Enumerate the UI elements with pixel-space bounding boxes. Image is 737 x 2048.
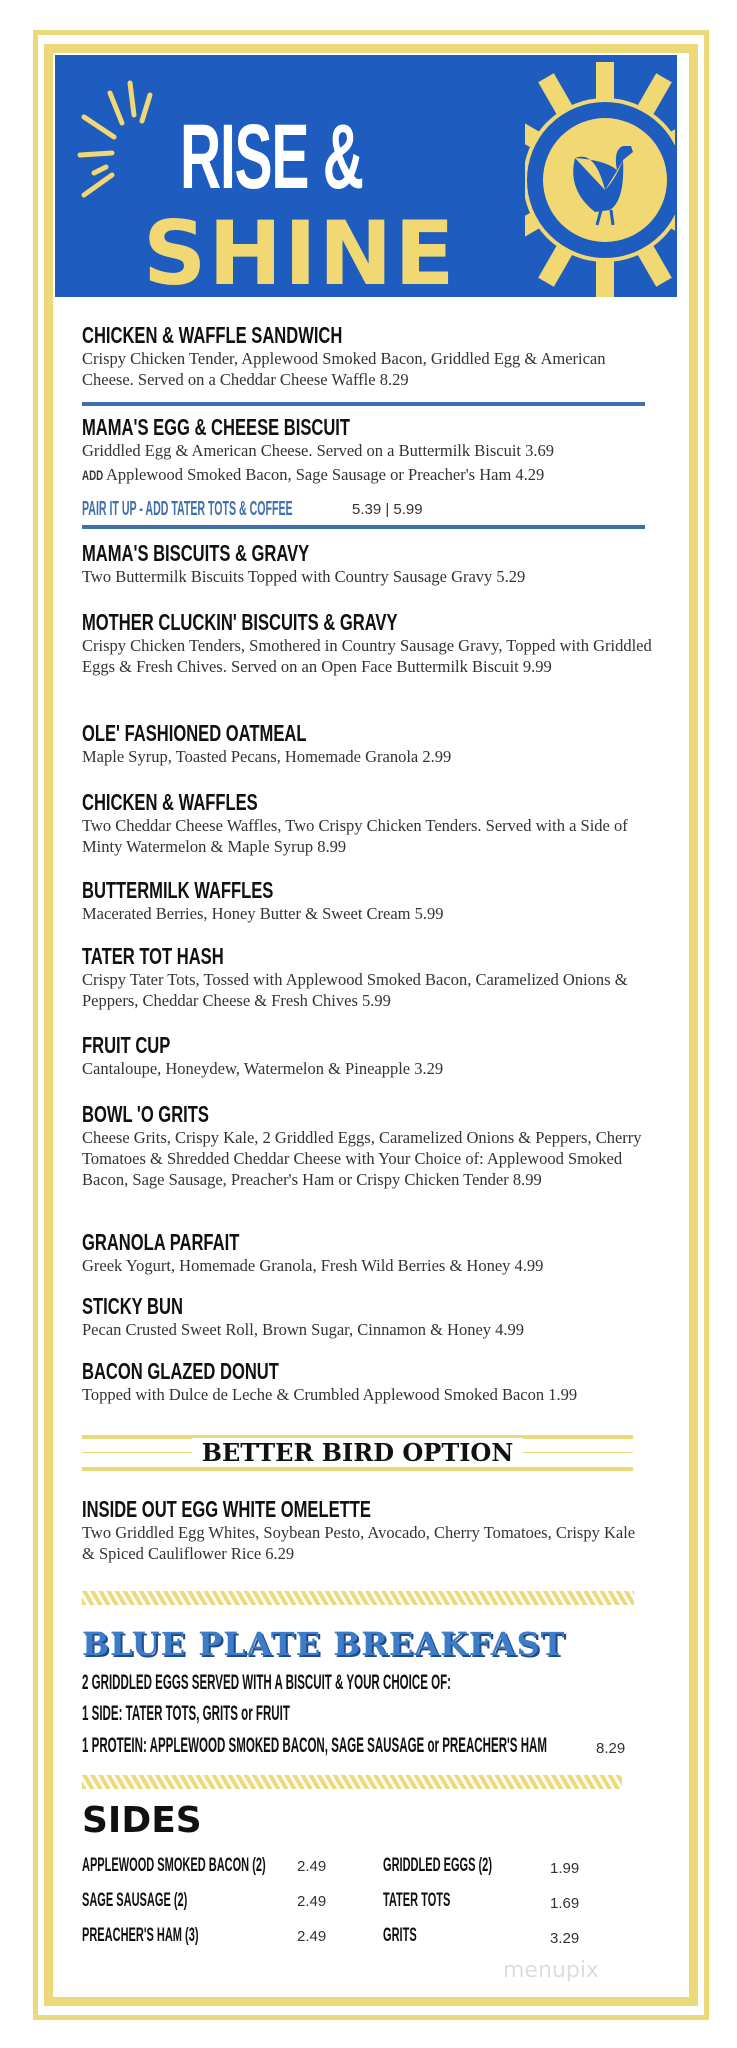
menu-item xyxy=(82,877,652,924)
add-line xyxy=(82,464,652,486)
item-name: OLE' FASHIONED OATMEAL xyxy=(82,720,307,746)
better-bird-title: BETTER BIRD OPTION xyxy=(192,1438,524,1467)
item-name: MAMA'S EGG & CHEESE BISCUIT xyxy=(82,414,351,440)
blue-plate-price: 8.29 xyxy=(596,1740,626,1757)
side-item xyxy=(383,1888,499,1914)
item-description: Maple Syrup, Toasted Pecans, Homemade Granola 2.99 xyxy=(82,747,452,766)
item-name: INSIDE OUT EGG WHITE OMELETTE xyxy=(82,1496,371,1522)
item-name: CHICKEN & WAFFLE SANDWICH xyxy=(82,322,343,348)
menu-item xyxy=(82,943,652,1011)
side-price: 2.49 xyxy=(297,1858,327,1875)
menu-item xyxy=(82,322,652,390)
better-bird-header xyxy=(82,1435,633,1471)
sun-hen-logo-icon xyxy=(525,55,675,297)
item-name: GRANOLA PARFAIT xyxy=(82,1229,240,1255)
side-name: TATER TOTS xyxy=(383,1890,451,1911)
item-description: Two Cheddar Cheese Waffles, Two Crispy Chicken Tenders. Served with a Side of Minty Watermelon & Maple Syrup 8.99 xyxy=(82,816,628,856)
side-item xyxy=(82,1923,283,1949)
blue-plate-line xyxy=(82,1701,460,1727)
item-description: Greek Yogurt, Homemade Granola, Fresh Wild Berries & Honey 4.99 xyxy=(82,1256,544,1275)
menu-item xyxy=(82,1101,652,1190)
side-name: SAGE SAUSAGE (2) xyxy=(82,1890,188,1911)
sides-title: SIDES xyxy=(82,1800,202,1841)
item-name: STICKY BUN xyxy=(82,1293,183,1319)
item-name: MOTHER CLUCKIN' BISCUITS & GRAVY xyxy=(82,609,398,635)
item-description: Pecan Crusted Sweet Roll, Brown Sugar, Cinnamon & Honey 4.99 xyxy=(82,1320,525,1339)
menu-item xyxy=(82,1293,652,1340)
divider xyxy=(82,402,645,406)
blue-plate-line xyxy=(82,1670,737,1696)
item-name: BUTTERMILK WAFFLES xyxy=(82,877,274,903)
pair-price: 5.39 | 5.99 xyxy=(352,501,423,518)
side-name: GRITS xyxy=(383,1925,417,1946)
menu-item xyxy=(82,720,652,767)
side-item xyxy=(82,1888,264,1914)
item-name: CHICKEN & WAFFLES xyxy=(82,789,258,815)
side-item xyxy=(383,1923,441,1949)
item-description: Crispy Tater Tots, Tossed with Applewood Smoked Bacon, Caramelized Onions & Peppers, Cheddar Cheese & Fresh Chives 5.99 xyxy=(82,970,628,1010)
blue-plate-line xyxy=(82,1733,737,1759)
menu-item xyxy=(82,1229,652,1276)
blue-plate-text: 1 PROTEIN: APPLEWOOD SMOKED BACON, SAGE SAUSAGE or PREACHER'S HAM xyxy=(82,1734,548,1757)
item-description: Macerated Berries, Honey Butter & Sweet Cream 5.99 xyxy=(82,904,444,923)
add-text: Applewood Smoked Bacon, Sage Sausage or Preacher's Ham 4.29 xyxy=(106,465,545,484)
menu-item xyxy=(82,789,652,857)
title-rise: RISE & xyxy=(180,106,363,208)
divider xyxy=(82,525,645,529)
stripe-divider xyxy=(82,1591,634,1605)
side-name: GRIDDLED EGGS (2) xyxy=(383,1855,492,1876)
item-name: TATER TOT HASH xyxy=(82,943,224,969)
item-description: Topped with Dulce de Leche & Crumbled Applewood Smoked Bacon 1.99 xyxy=(82,1385,578,1404)
side-item xyxy=(82,1853,399,1879)
menu-item xyxy=(82,1032,652,1079)
item-name: MAMA'S BISCUITS & GRAVY xyxy=(82,540,310,566)
header-banner xyxy=(55,55,677,297)
menu-item xyxy=(82,609,652,677)
side-price: 2.49 xyxy=(297,1893,327,1910)
add-label: ADD xyxy=(82,467,104,483)
item-description: Griddled Egg & American Cheese. Served on a Buttermilk Biscuit 3.69 xyxy=(82,441,554,460)
title-shine: SHINE xyxy=(143,202,457,297)
side-name: APPLEWOOD SMOKED BACON (2) xyxy=(82,1855,266,1876)
menu-item xyxy=(82,414,652,486)
menu-item xyxy=(82,540,652,587)
blue-plate-text: 1 SIDE: TATER TOTS, GRITS or FRUIT xyxy=(82,1702,290,1725)
side-name: PREACHER'S HAM (3) xyxy=(82,1925,199,1946)
watermark: menupix xyxy=(503,1958,599,1983)
side-price: 3.29 xyxy=(550,1930,580,1947)
item-description: Crispy Chicken Tenders, Smothered in Country Sausage Gravy, Topped with Griddled Eggs & Fresh Chives. Served on an Open Face Buttermilk Biscuit 9.99 xyxy=(82,636,652,676)
pair-label: PAIR IT UP - ADD TATER TOTS & COFFEE xyxy=(82,498,293,520)
side-price: 1.69 xyxy=(550,1895,580,1912)
item-name: FRUIT CUP xyxy=(82,1032,171,1058)
menu-item xyxy=(82,1496,652,1564)
blue-plate-text: 2 GRIDDLED EGGS SERVED WITH A BISCUIT & YOUR CHOICE OF: xyxy=(82,1671,451,1694)
side-price: 2.49 xyxy=(297,1928,327,1945)
item-name: BOWL 'O GRITS xyxy=(82,1101,209,1127)
side-item xyxy=(383,1853,571,1879)
pair-it-up xyxy=(82,498,479,521)
item-description: Cheese Grits, Crispy Kale, 2 Griddled Eggs, Caramelized Onions & Peppers, Cherry Tomatoes & Shredded Cheddar Cheese with Your Choice of: Applewood Smoked Bacon, Sage Sausage, Preacher's Ham or Crispy Chicken Tender 8.99 xyxy=(82,1128,642,1189)
side-price: 1.99 xyxy=(550,1860,580,1877)
item-name: BACON GLAZED DONUT xyxy=(82,1358,279,1384)
blue-plate-title: BLUE PLATE BREAKFAST xyxy=(82,1625,566,1663)
item-description: Two Griddled Egg Whites, Soybean Pesto, Avocado, Cherry Tomatoes, Crispy Kale & Spiced Cauliflower Rice 6.29 xyxy=(82,1523,636,1563)
stripe-divider xyxy=(82,1775,622,1789)
item-description: Cantaloupe, Honeydew, Watermelon & Pineapple 3.29 xyxy=(82,1059,444,1078)
item-description: Crispy Chicken Tender, Applewood Smoked Bacon, Griddled Egg & American Cheese. Served on a Cheddar Cheese Waffle 8.29 xyxy=(82,349,606,389)
menu-item xyxy=(82,1358,652,1405)
item-description: Two Buttermilk Biscuits Topped with Country Sausage Gravy 5.29 xyxy=(82,567,526,586)
